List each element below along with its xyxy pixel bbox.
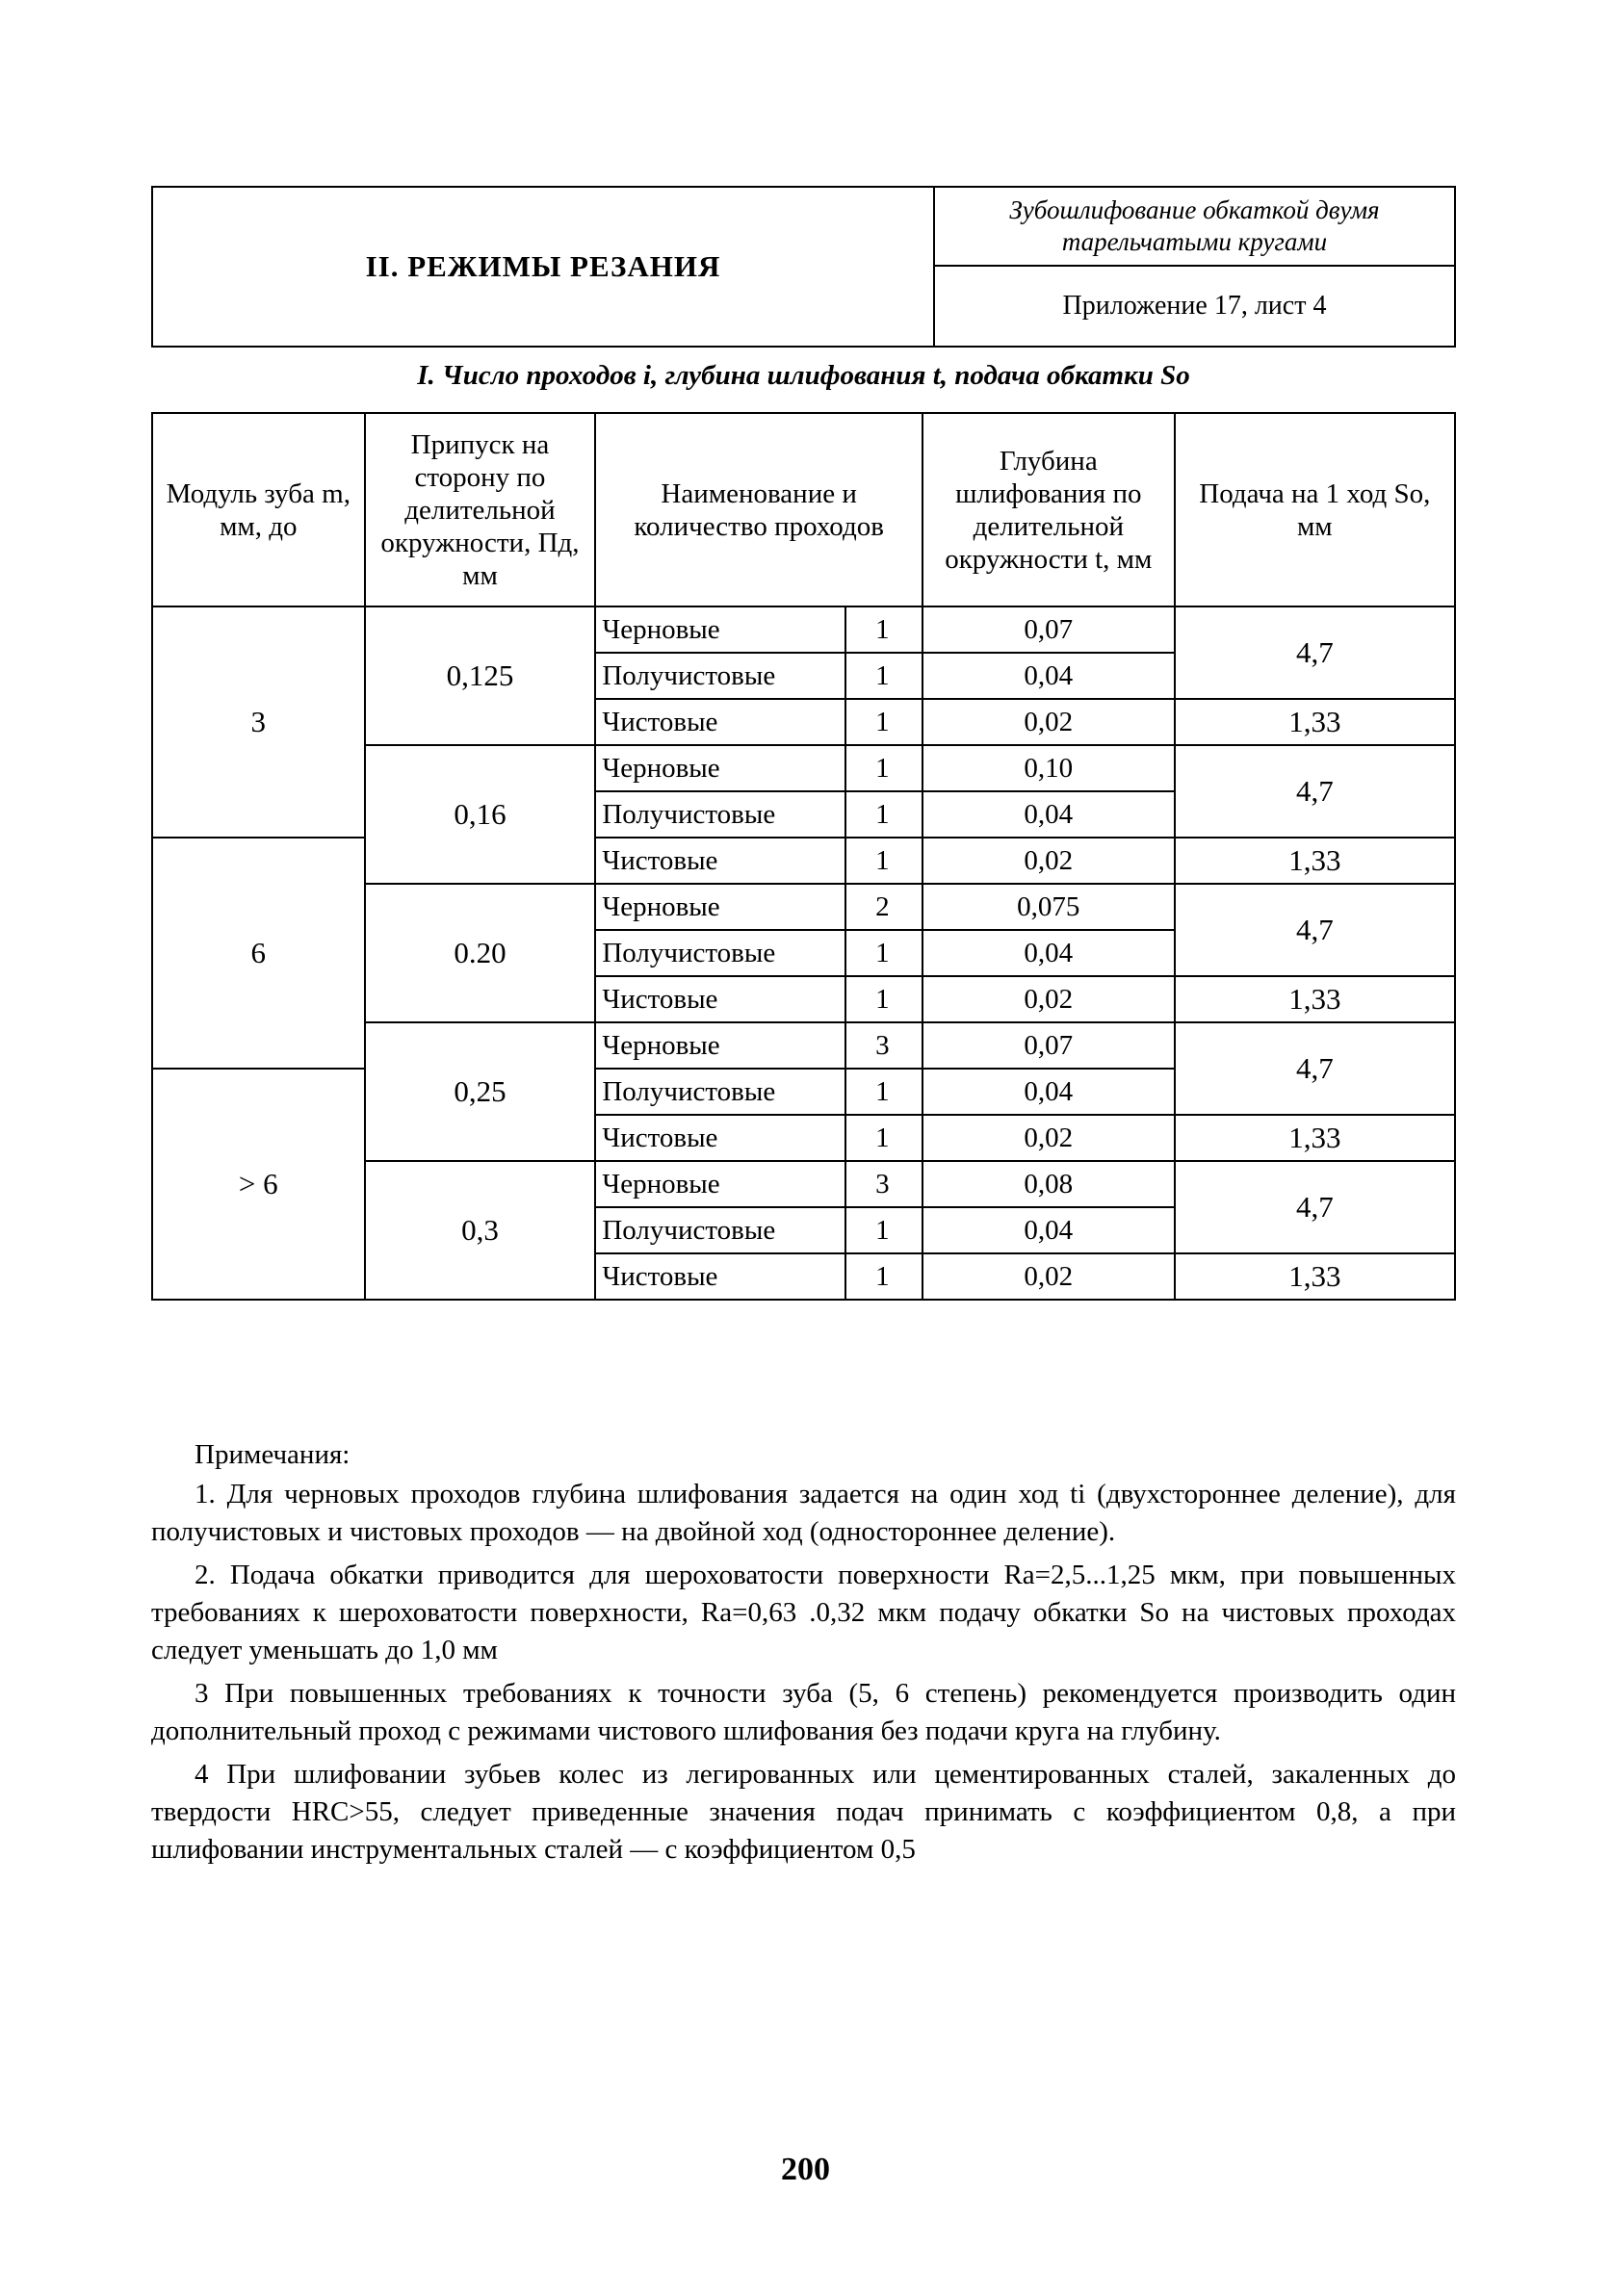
pass-name-cell: Получистовые: [595, 1069, 845, 1115]
depth-cell: 0,02: [922, 1253, 1175, 1300]
note-item: 3 При повышенных требованиях к точности зуба (5, 6 степень) рекомендуется производить один дополнительный проход с режимами чистового шлифования без подачи круга на глубину.: [151, 1678, 1456, 1746]
module-cell: 3: [152, 606, 365, 838]
appendix-label: Приложение 17, лист 4: [934, 266, 1455, 347]
depth-cell: 0,04: [922, 1207, 1175, 1253]
pass-count-cell: 1: [845, 1115, 922, 1161]
depth-cell: 0,07: [922, 1022, 1175, 1069]
table-body: [152, 606, 1455, 1300]
feed-rough-cell: 4,7: [1175, 1022, 1455, 1115]
header-block: [151, 186, 1456, 348]
depth-cell: 0,10: [922, 745, 1175, 791]
pass-name-cell: Получистовые: [595, 930, 845, 976]
pass-count-cell: 1: [845, 1069, 922, 1115]
depth-cell: 0,02: [922, 976, 1175, 1022]
pass-count-cell: 1: [845, 745, 922, 791]
pass-name-cell: Черновые: [595, 745, 845, 791]
notes-section: [151, 1436, 1456, 1874]
pass-count-cell: 1: [845, 976, 922, 1022]
pass-name-cell: Чистовые: [595, 1115, 845, 1161]
cutting-modes-table: [151, 412, 1456, 1301]
col-header-feed: Подача на 1 ход So, мм: [1175, 413, 1455, 606]
table-caption: I. Число проходов i, глубина шлифования t, подача обкатки So: [417, 360, 1190, 391]
depth-cell: 0,02: [922, 838, 1175, 884]
allowance-cell: 0,3: [365, 1161, 596, 1300]
process-title: Зубошлифование обкаткой двумя тарельчатыми кругами: [934, 187, 1455, 266]
depth-cell: 0,04: [922, 791, 1175, 838]
note-item: 2. Подача обкатки приводится для шероховатости поверхности Ra=2,5...1,25 мкм, при повышенных требованиях к шероховатости поверхности, Ra=0,63 .0,32 мкм подачу обкатки So на чистовых проходах следует уменьшать до 1,0 мм: [151, 1560, 1456, 1665]
feed-rough-cell: 4,7: [1175, 606, 1455, 699]
depth-cell: 0,04: [922, 1069, 1175, 1115]
feed-rough-cell: 4,7: [1175, 884, 1455, 976]
pass-count-cell: 1: [845, 791, 922, 838]
depth-cell: 0,04: [922, 930, 1175, 976]
note-item: 1. Для черновых проходов глубина шлифования задается на один ход ti (двухстороннее деление), для получистовых и чистовых проходов — на двойной ход (одностороннее деление).: [151, 1479, 1456, 1547]
note-item: 4 При шлифовании зубьев колес из легированных или цементированных сталей, закаленных до твердости HRC>55, следует приведенные значения подач принимать с коэффициентом 0,8, а при шлифовании инструментальных сталей — с коэффициентом 0,5: [151, 1759, 1456, 1865]
feed-finish-cell: 1,33: [1175, 838, 1455, 884]
allowance-cell: 0,25: [365, 1022, 596, 1161]
table-row: [152, 838, 1455, 884]
pass-count-cell: 1: [845, 1207, 922, 1253]
pass-count-cell: 1: [845, 606, 922, 653]
pass-name-cell: Получистовые: [595, 791, 845, 838]
pass-name-cell: Чистовые: [595, 838, 845, 884]
col-header-passes: Наименование и количество проходов: [595, 413, 922, 606]
pass-name-cell: Получистовые: [595, 653, 845, 699]
pass-name-cell: Получистовые: [595, 1207, 845, 1253]
col-header-module: Модуль зуба m, мм, до: [152, 413, 365, 606]
feed-finish-cell: 1,33: [1175, 976, 1455, 1022]
pass-name-cell: Черновые: [595, 1022, 845, 1069]
feed-finish-cell: 1,33: [1175, 1115, 1455, 1161]
pass-name-cell: Черновые: [595, 884, 845, 930]
depth-cell: 0,07: [922, 606, 1175, 653]
page-number: 200: [781, 2152, 830, 2187]
module-cell: > 6: [152, 1069, 365, 1300]
depth-cell: 0,08: [922, 1161, 1175, 1207]
pass-count-cell: 3: [845, 1161, 922, 1207]
pass-name-cell: Чистовые: [595, 699, 845, 745]
feed-rough-cell: 4,7: [1175, 745, 1455, 838]
pass-count-cell: 1: [845, 699, 922, 745]
feed-finish-cell: 1,33: [1175, 699, 1455, 745]
allowance-cell: 0.20: [365, 884, 596, 1022]
module-cell: 6: [152, 838, 365, 1069]
pass-count-cell: 1: [845, 930, 922, 976]
depth-cell: 0,075: [922, 884, 1175, 930]
pass-count-cell: 1: [845, 1253, 922, 1300]
pass-count-cell: 2: [845, 884, 922, 930]
pass-name-cell: Чистовые: [595, 1253, 845, 1300]
depth-cell: 0,02: [922, 699, 1175, 745]
pass-count-cell: 1: [845, 653, 922, 699]
col-header-depth: Глубина шлифования по делительной окружности t, мм: [922, 413, 1175, 606]
pass-name-cell: Чистовые: [595, 976, 845, 1022]
depth-cell: 0,04: [922, 653, 1175, 699]
pass-count-cell: 1: [845, 838, 922, 884]
pass-name-cell: Черновые: [595, 1161, 845, 1207]
col-header-allowance: Припуск на сторону по делительной окружности, Пд, мм: [365, 413, 596, 606]
pass-name-cell: Черновые: [595, 606, 845, 653]
feed-rough-cell: 4,7: [1175, 1161, 1455, 1253]
table-row: [152, 606, 1455, 653]
depth-cell: 0,02: [922, 1115, 1175, 1161]
pass-count-cell: 3: [845, 1022, 922, 1069]
feed-finish-cell: 1,33: [1175, 1253, 1455, 1300]
allowance-cell: 0,16: [365, 745, 596, 884]
section-title: II. РЕЖИМЫ РЕЗАНИЯ: [152, 187, 934, 347]
allowance-cell: 0,125: [365, 606, 596, 745]
notes-heading: Примечания:: [195, 1439, 351, 1470]
